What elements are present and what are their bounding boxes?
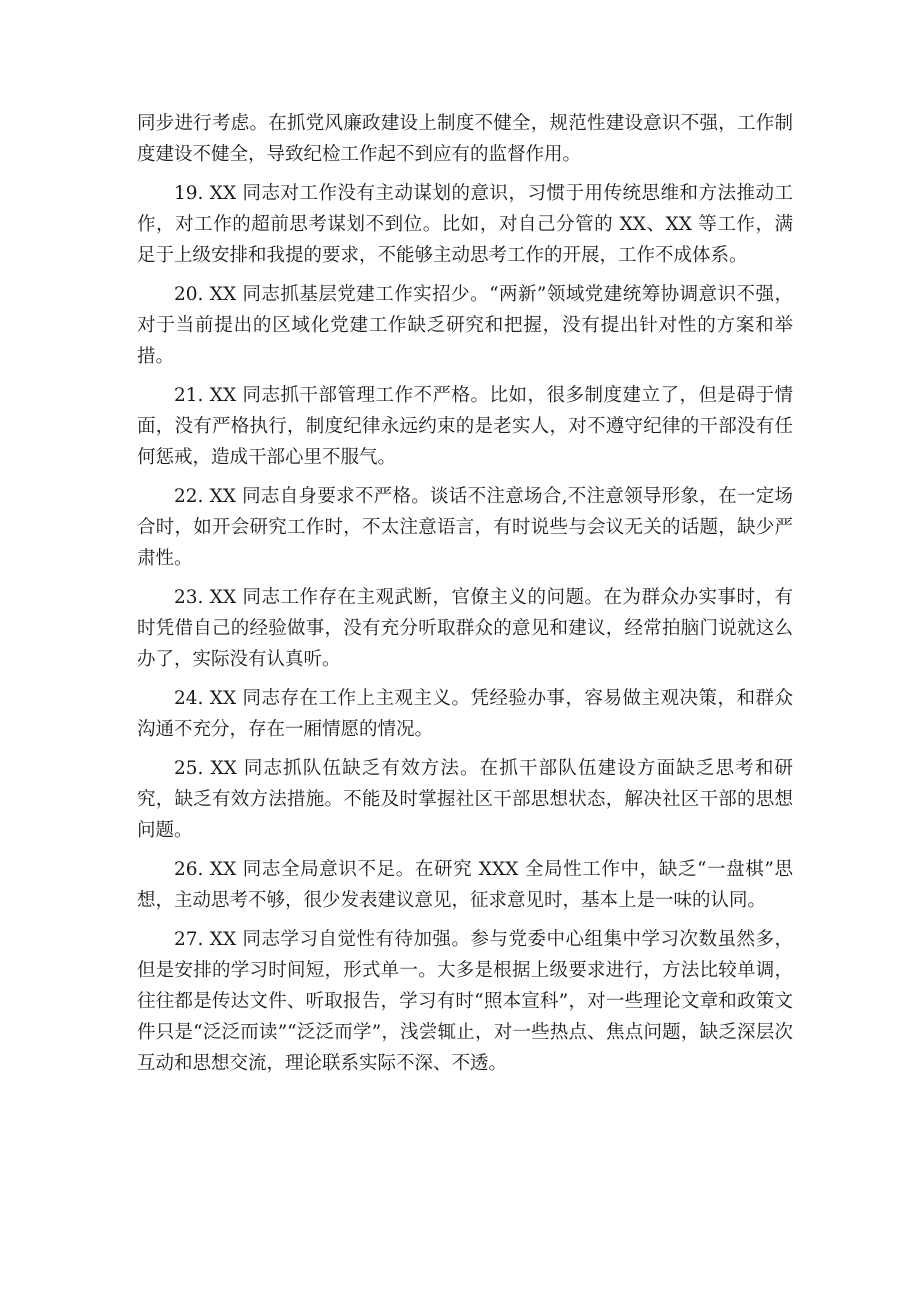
list-item-20: 20. XX 同志抓基层党建工作实招少。“两新”领域党建统筹协调意识不强，对于当前提出的区域化党建工作缺乏研究和把握，没有提出针对性的方案和举措。 [137,284,793,367]
list-item-22: 22. XX 同志自身要求不严格。谈话不注意场合,不注意领导形象，在一定场合时，如开会研究工作时，不太注意语言，有时说些与会议无关的话题，缺少严肃性。 [137,486,793,569]
list-item-19: 19. XX 同志对工作没有主动谋划的意识，习惯于用传统思维和方法推动工作，对工作的超前思考谋划不到位。比如，对自己分管的 XX、XX 等工作，满足于上级安排和我提的要求，不能够主动思考工作的开展，工作不成体系。 [137,183,793,266]
list-item-27: 27. XX 同志学习自觉性有待加强。参与党委中心组集中学习次数虽然多，但是安排的学习时间短，形式单一。大多是根据上级要求进行，方法比较单调，往往都是传达文件、听取报告，学习有时“照本宣科”，对一些理论文章和政策文件只是“泛泛而读”“泛泛而学”，浅尝辄止，对一些热点、焦点问题，缺乏深层次互动和思想交流，理论联系实际不深、不透。 [137,929,793,1074]
document-body [137,108,793,1079]
list-item-23: 23. XX 同志工作存在主观武断，官僚主义的问题。在为群众办实事时，有时凭借自己的经验做事，没有充分听取群众的意见和建议，经常拍脑门说就这么办了，实际没有认真听。 [137,587,793,670]
list-item-25: 25. XX 同志抓队伍缺乏有效方法。在抓干部队伍建设方面缺乏思考和研究，缺乏有效方法措施。不能及时掌握社区干部思想状态，解决社区干部的思想问题。 [137,758,793,841]
list-item-26: 26. XX 同志全局意识不足。在研究 XXX 全局性工作中，缺乏“一盘棋”思想，主动思考不够，很少发表建议意见，征求意见时，基本上是一味的认同。 [137,859,793,911]
list-item-21: 21. XX 同志抓干部管理工作不严格。比如，很多制度建立了，但是碍于情面，没有严格执行，制度纪律永远约束的是老实人，对不遵守纪律的干部没有任何惩戒，造成干部心里不服气。 [137,385,793,468]
list-item-24: 24. XX 同志存在工作上主观主义。凭经验办事，容易做主观决策，和群众沟通不充分，存在一厢情愿的情况。 [137,688,793,740]
continuation-paragraph: 同步进行考虑。在抓党风廉政建设上制度不健全，规范性建设意识不强，工作制度建设不健全，导致纪检工作起不到应有的监督作用。 [137,113,793,165]
